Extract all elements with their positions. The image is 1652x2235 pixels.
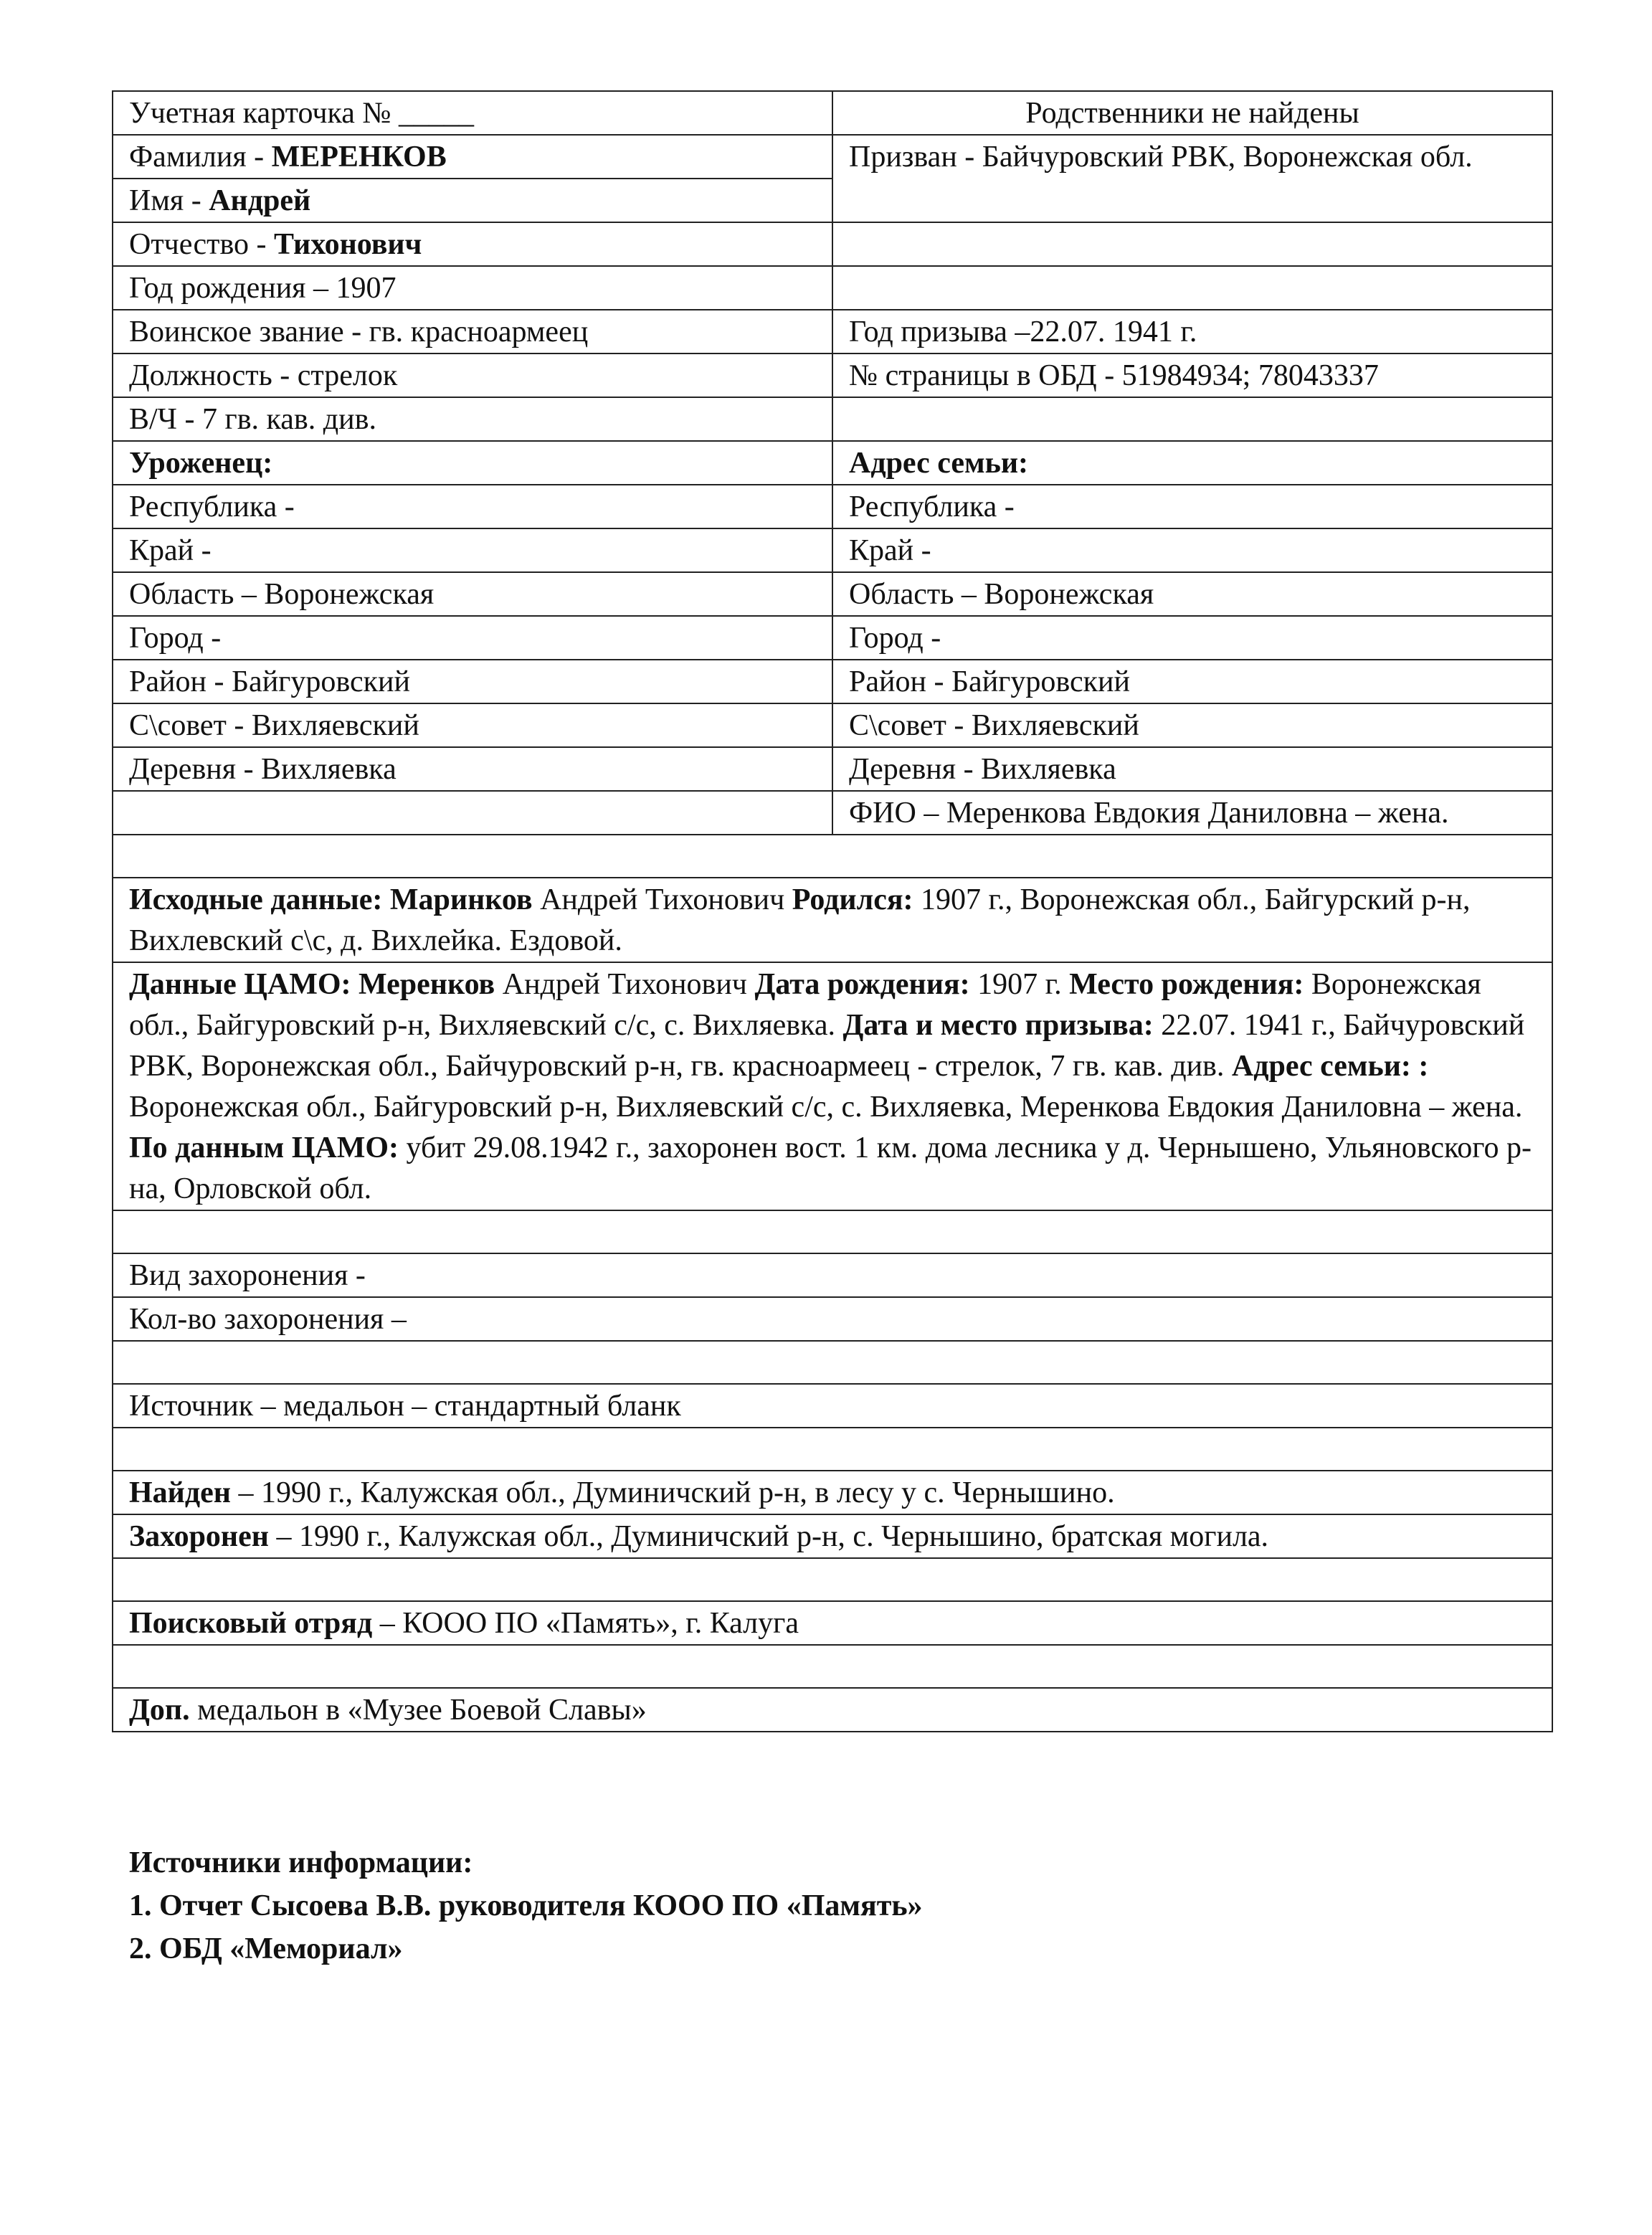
tsamo-label: Данные ЦАМО: Меренков (129, 968, 495, 1001)
relatives-status: Родственники не найдены (832, 91, 1552, 135)
source-data-born-text: 1907 г., Воронежская обл., Байгурский р-н, Вихлевский с\с, д. Вихлейка. Ездовой. (129, 883, 1471, 957)
family-oblast: Область – Воронежская (832, 572, 1552, 616)
name-value: Андрей (209, 184, 311, 217)
family-city: Город - (832, 616, 1552, 660)
tsamo-text: 1907 г. (969, 968, 1070, 1001)
surname-label: Фамилия - (129, 141, 272, 174)
extra-label: Доп. (129, 1694, 190, 1727)
native-selsovet: С\совет - Вихляевский (113, 703, 832, 747)
native-city: Город - (113, 616, 832, 660)
empty-cell (832, 397, 1552, 441)
native-district: Район - Байгуровский (113, 660, 832, 703)
native-oblast: Область – Воронежская (113, 572, 832, 616)
card-number: Учетная карточка № _____ (113, 91, 832, 135)
tsamo-text: 22.07. 1941 г., Байчуровский РВК, Воронежская обл., Байчуровский р-н, гв. красноармеец - стрелок, 7 гв. кав. див. (129, 1009, 1525, 1083)
tsamo-text: Воронежская обл., Байгуровский р-н, Вихляевский с/с, с. Вихляевка. (129, 968, 1481, 1042)
spacer-row (113, 1428, 1552, 1471)
empty-cell (832, 266, 1552, 310)
tsamo-result-label: По данным ЦАМО: (129, 1131, 399, 1164)
extra-text: медальон в «Музее Боевой Славы» (189, 1694, 647, 1727)
drafted-by: Призван - Байчуровский РВК, Воронежская обл. (832, 135, 1552, 222)
surname-value: МЕРЕНКОВ (271, 141, 447, 174)
spacer-row (113, 1558, 1552, 1601)
source-data-names: Андрей Тихонович (532, 883, 792, 916)
name-cell (113, 179, 832, 222)
patronymic-cell (113, 222, 832, 266)
native-header-text: Уроженец: (129, 447, 273, 480)
source-data-born-label: Родился: (792, 883, 913, 916)
tsamo-data (113, 962, 1552, 1210)
extra-row (113, 1688, 1552, 1732)
tsamo-family-label: Адрес семьи: : (1231, 1050, 1429, 1083)
native-krai: Край - (113, 528, 832, 572)
tsamo-draft-label: Дата и место призыва: (842, 1009, 1154, 1042)
surname-cell (113, 135, 832, 179)
spacer-row (113, 835, 1552, 878)
search-team-text: – КООО ПО «Память», г. Калуга (372, 1607, 799, 1640)
source-item: 2. ОБД «Мемориал» (129, 1932, 403, 1965)
military-unit: В/Ч - 7 гв. кав. див. (113, 397, 832, 441)
military-rank: Воинское звание - гв. красноармеец (113, 310, 832, 353)
obd-pages: № страницы в ОБД - 51984934; 78043337 (832, 353, 1552, 397)
position: Должность - стрелок (113, 353, 832, 397)
buried-label: Захоронен (129, 1520, 269, 1553)
empty-cell (113, 791, 832, 835)
search-team-row (113, 1601, 1552, 1645)
sources-title: Источники информации: (129, 1846, 473, 1879)
patronymic-label: Отчество - (129, 228, 275, 261)
tsamo-text: убит 29.08.1942 г., захоронен вост. 1 км. дома лесника у д. Чернышено, Ульяновского р-на, Орловской обл. (129, 1131, 1532, 1205)
native-village: Деревня - Вихляевка (113, 747, 832, 791)
family-krai: Край - (832, 528, 1552, 572)
found-row (113, 1471, 1552, 1514)
burial-type: Вид захоронения - (113, 1253, 1552, 1297)
registration-card (112, 90, 1553, 1732)
family-header-text: Адрес семьи: (849, 447, 1029, 480)
family-selsovet: С\совет - Вихляевский (832, 703, 1552, 747)
information-sources (129, 1841, 1491, 1970)
family-republic: Республика - (832, 485, 1552, 528)
tsamo-birth-label: Дата рождения: (754, 968, 970, 1001)
source-medallion: Источник – медальон – стандартный бланк (113, 1384, 1552, 1428)
tsamo-text: Андрей Тихонович (495, 968, 755, 1001)
native-republic: Республика - (113, 485, 832, 528)
found-text: – 1990 г., Калужская обл., Думиничский р-н, в лесу у с. Чернышино. (230, 1476, 1115, 1509)
native-header (113, 441, 832, 485)
name-label: Имя - (129, 184, 209, 217)
search-team-label: Поисковый отряд (129, 1607, 373, 1640)
spacer-row (113, 1341, 1552, 1384)
source-data (113, 878, 1552, 962)
buried-text: – 1990 г., Калужская обл., Думиничский р-н, с. Чернышино, братская могила. (268, 1520, 1269, 1553)
spacer-row (113, 1645, 1552, 1688)
buried-row (113, 1514, 1552, 1558)
source-data-surname: Маринков (389, 883, 533, 916)
burial-count: Кол-во захоронения – (113, 1297, 1552, 1341)
spacer-row (113, 1210, 1552, 1253)
empty-cell (832, 222, 1552, 266)
source-data-label: Исходные данные: (129, 883, 390, 916)
family-fio: ФИО – Меренкова Евдокия Даниловна – жена. (832, 791, 1552, 835)
tsamo-text: Воронежская обл., Байгуровский р-н, Вихляевский с/с, с. Вихляевка, Меренкова Евдокия Даниловна – жена. (129, 1091, 1523, 1124)
family-header (832, 441, 1552, 485)
tsamo-place-label: Место рождения: (1069, 968, 1304, 1001)
draft-year: Год призыва –22.07. 1941 г. (832, 310, 1552, 353)
found-label: Найден (129, 1476, 231, 1509)
family-village: Деревня - Вихляевка (832, 747, 1552, 791)
source-item: 1. Отчет Сысоева В.В. руководителя КООО ПО «Память» (129, 1889, 923, 1922)
family-district: Район - Байгуровский (832, 660, 1552, 703)
patronymic-value: Тихонович (274, 228, 422, 261)
birth-year: Год рождения – 1907 (113, 266, 832, 310)
